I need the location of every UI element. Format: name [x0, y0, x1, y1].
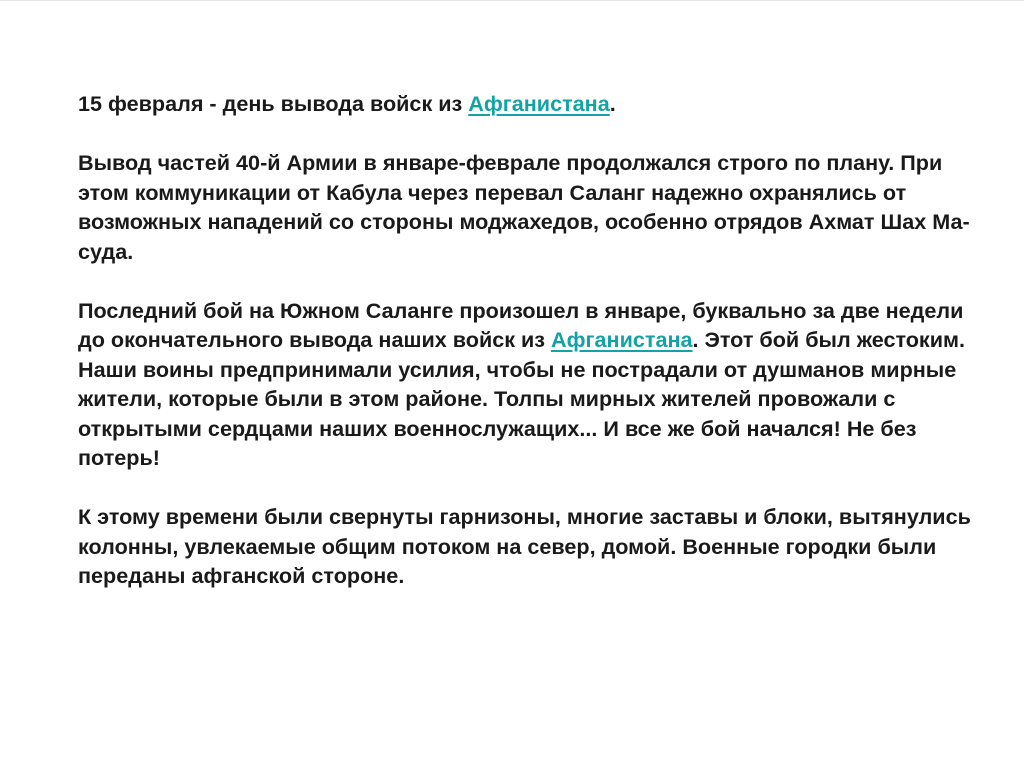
paragraph-intro [78, 89, 978, 119]
last-battle-text-start: Последний бой на Южном Саланге произошел в январе, буквально за две недели до окончательного вывода наших войск из [78, 297, 964, 352]
afghanistan-link-1[interactable]: Афганистана [468, 91, 610, 116]
paragraph-garrisons: К этому времени были свернуты гарнизоны, многие заставы и блоки, вытянулись колонны, увлекаемые общим потоком на север, домой. Военные городки были переданы афганской стороне. [78, 504, 971, 588]
last-battle-text-end: . Этот бой был жестоким. Наши воины предпринимали усилия, чтобы не пострадали от душманов мирные жители, которые были в этом районе. Толпы мирных жителей провожали с открытыми сердцами наших военнослужащих... И все же бой начался! Не без потерь! [78, 327, 965, 470]
intro-text: 15 февраля - день вывода войск из [78, 91, 469, 116]
afghanistan-link-2[interactable]: Афганистана [551, 327, 693, 352]
paragraph-withdrawal: Вывод частей 40-й Армии в январе-феврале продолжался строго по плану. При этом коммуникации от Кабула через перевал Саланг надежно охранялись от возможных нападений со стороны моджахедов, особенно отрядов Ахмат Шах Ма-суда. [78, 150, 970, 264]
intro-period: . [609, 91, 616, 116]
paragraph-last-battle [78, 296, 978, 473]
slide-body [78, 89, 978, 620]
